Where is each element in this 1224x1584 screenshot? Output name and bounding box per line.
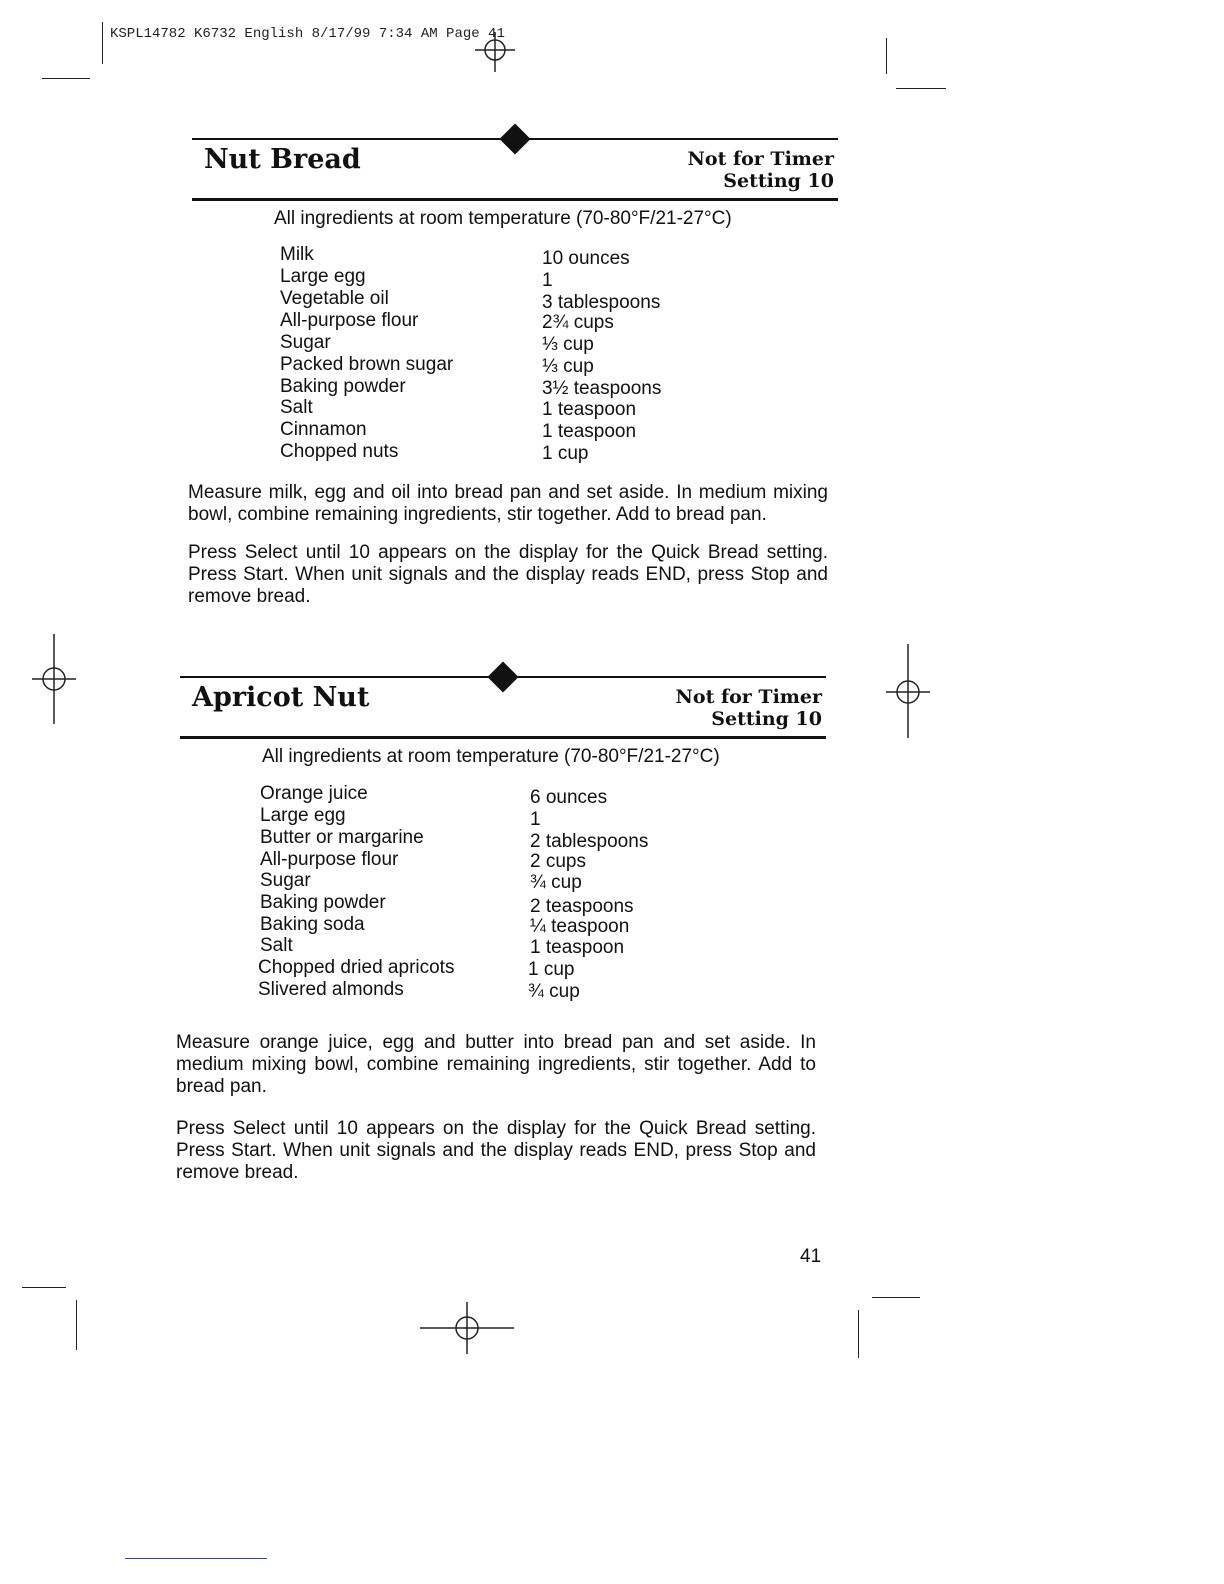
recipe-apricot-nut: [176, 656, 826, 1196]
ingredient-name: Sugar: [280, 332, 331, 353]
instruction-paragraph: Press Select until 10 appears on the display for the Quick Bread setting. Press Start. When unit signals and the display reads END, press Stop and remove bread.: [176, 1118, 816, 1183]
ingredient-qty: ¾ cup: [530, 872, 582, 893]
recipe-note: [676, 686, 822, 730]
print-slug: KSPL14782 K6732 English 8/17/99 7:34 AM Page 41: [110, 26, 505, 42]
ingredient-qty: 2 cups: [530, 851, 586, 872]
crop-mark: [858, 1310, 859, 1358]
instruction-paragraph: Measure orange juice, egg and butter into bread pan and set aside. In medium mixing bowl, combine remaining ingredients, stir together. Add to bread pan.: [176, 1032, 816, 1097]
recipe-note: [688, 148, 834, 192]
ingredient-name: Butter or margarine: [260, 827, 424, 848]
ingredient-qty: 1 teaspoon: [542, 399, 637, 420]
ingredient-name: Large egg: [260, 805, 346, 826]
instruction-paragraph: Press Select until 10 appears on the display for the Quick Bread setting. Press Start. When unit signals and the display reads END, press Stop and remove bread.: [188, 542, 828, 607]
ingredient-name: All-purpose flour: [280, 310, 419, 331]
note-line: Setting 10: [711, 708, 822, 730]
note-line: Setting 10: [723, 170, 834, 192]
ingredient-qty: 2¾ cups: [542, 312, 614, 333]
ingredient-name: Vegetable oil: [280, 288, 389, 309]
registration-mark-icon: [470, 28, 520, 78]
note-line: Not for Timer: [687, 148, 834, 170]
recipe-title: Apricot Nut: [192, 682, 370, 713]
ingredient-qty: 1: [542, 270, 553, 291]
diamond-icon: [499, 123, 530, 154]
ingredient-qty: 1: [530, 809, 541, 830]
ingredient-name: Slivered almonds: [258, 979, 404, 1000]
crop-mark: [872, 1297, 920, 1298]
ingredient-name: Sugar: [260, 870, 311, 891]
ingredient-name: All-purpose flour: [260, 849, 399, 870]
crop-mark: [42, 78, 90, 79]
registration-mark-icon: [418, 1300, 516, 1356]
ingredient-name: Baking soda: [260, 914, 365, 935]
ingredient-name: Packed brown sugar: [280, 354, 454, 375]
diamond-icon: [487, 661, 518, 692]
ingredient-qty: 1 teaspoon: [530, 937, 625, 958]
ingredient-qty: 3 tablespoons: [542, 292, 661, 313]
ingredient-qty: 6 ounces: [530, 787, 608, 808]
temperature-note: All ingredients at room temperature (70-80°F/21-27°C): [274, 208, 732, 229]
ingredient-qty: ⅓ cup: [542, 334, 594, 355]
ingredient-qty: 1 cup: [542, 443, 589, 464]
registration-mark-icon: [28, 632, 80, 726]
recipe-title: Nut Bread: [204, 144, 361, 175]
crop-mark: [22, 1287, 66, 1288]
ingredient-qty: 10 ounces: [542, 248, 630, 269]
note-line: Not for Timer: [675, 686, 822, 708]
instruction-paragraph: Measure milk, egg and oil into bread pan and set aside. In medium mixing bowl, combine remaining ingredients, stir together. Add to bread pan.: [188, 482, 828, 525]
crop-mark: [886, 38, 887, 74]
ingredient-qty: ¾ cup: [528, 981, 580, 1002]
section-rule: [180, 736, 826, 739]
recipe-nut-bread: [188, 118, 838, 618]
ingredient-qty: 1 teaspoon: [542, 421, 637, 442]
ingredient-name: Milk: [280, 244, 314, 265]
page-number: 41: [800, 1246, 822, 1267]
ingredient-qty: 2 teaspoons: [530, 896, 634, 917]
crop-mark: [125, 1558, 267, 1559]
ingredient-name: Baking powder: [280, 376, 406, 397]
crop-mark: [896, 88, 946, 89]
ingredient-name: Large egg: [280, 266, 366, 287]
ingredient-qty: 2 tablespoons: [530, 831, 649, 852]
ingredient-name: Baking powder: [260, 892, 386, 913]
ingredient-qty: ¼ teaspoon: [530, 916, 630, 937]
ingredient-name: Salt: [280, 397, 313, 418]
ingredient-name: Cinnamon: [280, 419, 367, 440]
crop-mark: [76, 1300, 77, 1350]
ingredient-name: Chopped nuts: [280, 441, 399, 462]
ingredient-qty: 3½ teaspoons: [542, 378, 662, 399]
registration-mark-icon: [882, 642, 934, 740]
crop-mark: [102, 22, 103, 64]
ingredient-name: Orange juice: [260, 783, 368, 804]
section-rule: [192, 198, 838, 201]
ingredient-qty: ⅓ cup: [542, 356, 594, 377]
ingredient-name: Salt: [260, 935, 293, 956]
ingredient-qty: 1 cup: [528, 959, 575, 980]
ingredient-name: Chopped dried apricots: [258, 957, 455, 978]
temperature-note: All ingredients at room temperature (70-80°F/21-27°C): [262, 746, 720, 767]
